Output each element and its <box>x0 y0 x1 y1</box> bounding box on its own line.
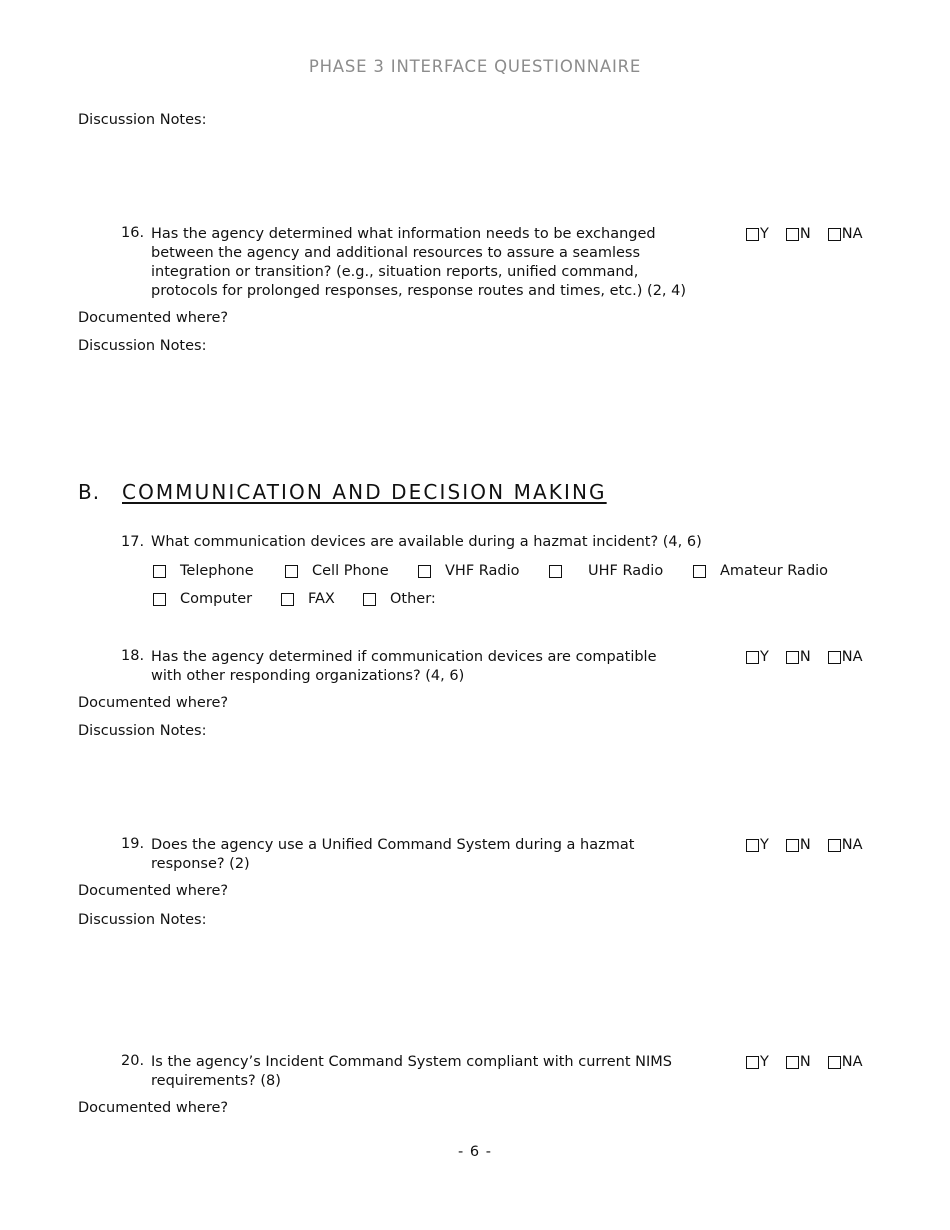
question-16-number: 16. <box>121 225 145 241</box>
question-text-line: response? (2) <box>151 856 250 872</box>
device-label: Computer <box>180 591 253 607</box>
yes-label: Y <box>760 649 769 665</box>
no-label: N <box>799 837 811 853</box>
device-option-amateur-radio[interactable] <box>693 563 828 579</box>
question-text-line: integration or transition? (e.g., situation reports, unified command, <box>151 264 639 280</box>
na-checkbox[interactable] <box>828 1056 841 1069</box>
na-label: NA <box>841 226 863 242</box>
page-number: - 6 - <box>458 1144 492 1160</box>
na-label: NA <box>841 649 863 665</box>
checkbox[interactable] <box>418 565 431 578</box>
device-option-computer[interactable] <box>153 591 252 607</box>
na-checkbox[interactable] <box>828 651 841 664</box>
question-text-line: Has the agency determined what information needs to be exchanged <box>151 226 656 242</box>
no-checkbox[interactable] <box>786 651 799 664</box>
question-text-line: requirements? (8) <box>151 1073 281 1089</box>
question-16-text <box>151 225 741 301</box>
device-label: VHF Radio <box>445 563 520 579</box>
device-option-telephone[interactable] <box>153 563 254 579</box>
yes-checkbox[interactable] <box>746 651 759 664</box>
no-checkbox[interactable] <box>786 1056 799 1069</box>
documented-where-label: Documented where? <box>78 1100 229 1116</box>
device-label: Cell Phone <box>312 563 389 579</box>
no-label: N <box>799 649 811 665</box>
question-text-line: Is the agency’s Incident Command System compliant with current NIMS <box>151 1054 672 1070</box>
question-19-answer-group <box>746 837 863 853</box>
device-label: Telephone <box>180 563 254 579</box>
question-18-answer-group <box>746 649 863 665</box>
device-option-other[interactable] <box>363 591 436 607</box>
question-text-line: protocols for prolonged responses, response routes and times, etc.) (2, 4) <box>151 283 687 299</box>
yes-label: Y <box>760 226 769 242</box>
device-label: UHF Radio <box>588 563 664 579</box>
question-17-number: 17. <box>121 534 145 550</box>
na-label: NA <box>841 1054 863 1070</box>
discussion-notes-label: Discussion Notes: <box>78 723 207 739</box>
question-16-answer-group <box>746 226 863 242</box>
documented-where-label: Documented where? <box>78 310 229 326</box>
section-title: COMMUNICATION AND DECISION MAKING <box>122 480 607 504</box>
device-label: Other: <box>390 591 436 607</box>
checkbox[interactable] <box>549 565 562 578</box>
na-checkbox[interactable] <box>828 839 841 852</box>
section-letter: B. <box>78 480 101 504</box>
question-text-line: Does the agency use a Unified Command System during a hazmat <box>151 837 635 853</box>
checkbox[interactable] <box>693 565 706 578</box>
question-20-text <box>151 1053 741 1091</box>
device-label: Amateur Radio <box>720 563 829 579</box>
na-label: NA <box>841 837 863 853</box>
yes-checkbox[interactable] <box>746 1056 759 1069</box>
no-checkbox[interactable] <box>786 228 799 241</box>
discussion-notes-label: Discussion Notes: <box>78 112 207 128</box>
question-text-line: between the agency and additional resources to assure a seamless <box>151 245 641 261</box>
question-19-number: 19. <box>121 836 145 852</box>
question-18-number: 18. <box>121 648 145 664</box>
question-text-line: Has the agency determined if communication devices are compatible <box>151 649 657 665</box>
device-label: FAX <box>308 591 335 607</box>
device-option-cell-phone[interactable] <box>285 563 389 579</box>
no-label: N <box>799 226 811 242</box>
question-19-text <box>151 836 741 874</box>
checkbox[interactable] <box>153 565 166 578</box>
checkbox[interactable] <box>363 593 376 606</box>
question-18-text <box>151 648 741 686</box>
question-17-text: What communication devices are available during a hazmat incident? (4, 6) <box>151 534 702 550</box>
yes-label: Y <box>760 837 769 853</box>
no-checkbox[interactable] <box>786 839 799 852</box>
device-option-fax[interactable] <box>281 591 335 607</box>
question-20-answer-group <box>746 1054 863 1070</box>
yes-label: Y <box>760 1054 769 1070</box>
no-label: N <box>799 1054 811 1070</box>
device-option-vhf-radio[interactable] <box>418 563 520 579</box>
documented-where-label: Documented where? <box>78 883 229 899</box>
question-20-number: 20. <box>121 1053 145 1069</box>
na-checkbox[interactable] <box>828 228 841 241</box>
discussion-notes-label: Discussion Notes: <box>78 338 207 354</box>
page-header: PHASE 3 INTERFACE QUESTIONNAIRE <box>308 57 642 76</box>
checkbox[interactable] <box>281 593 294 606</box>
device-option-uhf-radio[interactable] <box>549 563 663 579</box>
yes-checkbox[interactable] <box>746 839 759 852</box>
yes-checkbox[interactable] <box>746 228 759 241</box>
question-text-line: with other responding organizations? (4, 6) <box>151 668 465 684</box>
documented-where-label: Documented where? <box>78 695 229 711</box>
checkbox[interactable] <box>285 565 298 578</box>
discussion-notes-label: Discussion Notes: <box>78 912 207 928</box>
checkbox[interactable] <box>153 593 166 606</box>
